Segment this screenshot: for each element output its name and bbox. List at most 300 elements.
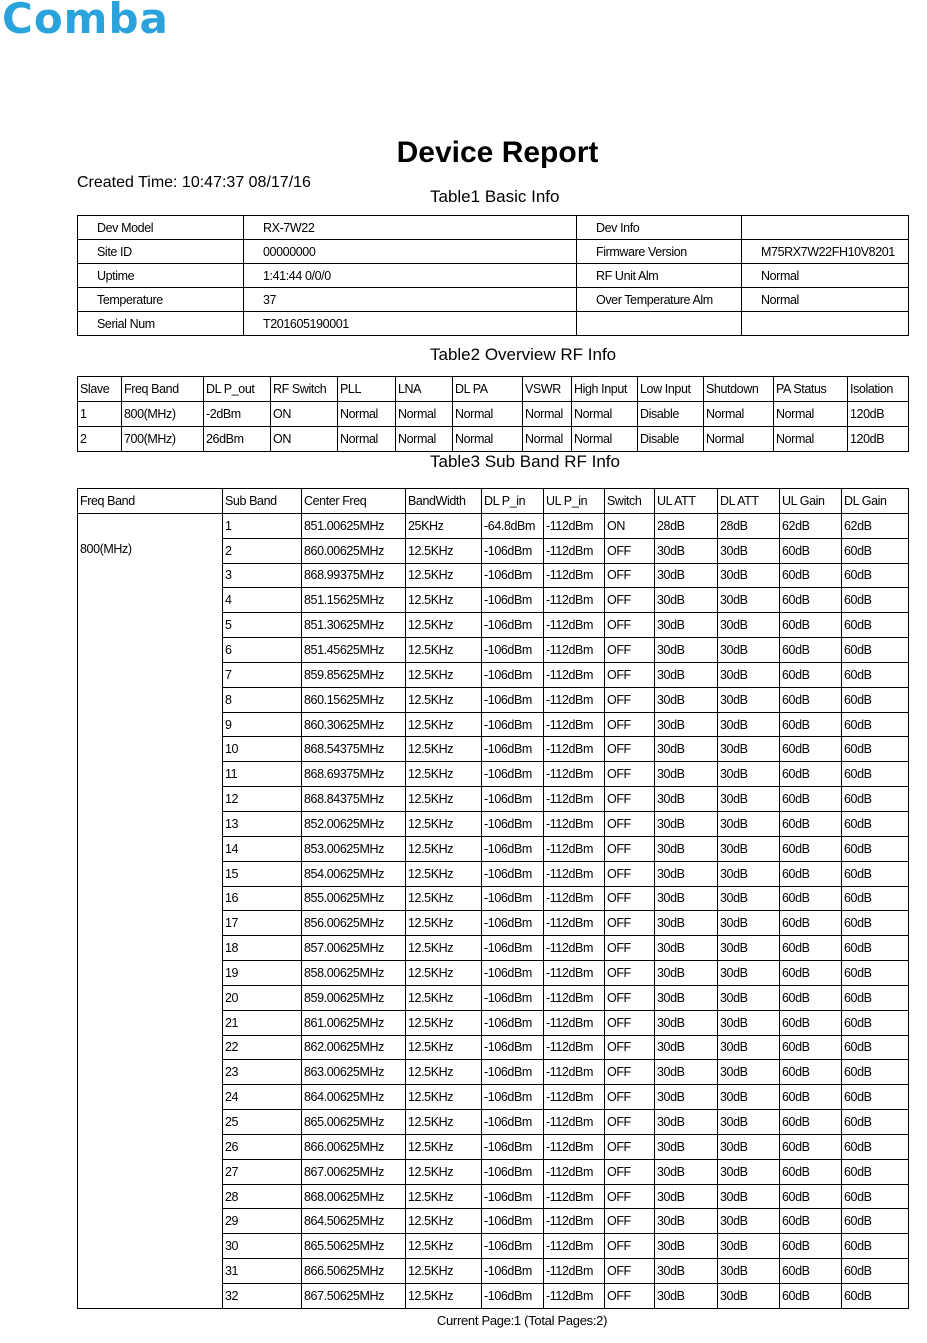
table-cell: 851.45625MHz bbox=[302, 638, 406, 663]
table-cell: 30dB bbox=[718, 1284, 780, 1309]
table-cell: 12.5KHz bbox=[406, 1134, 482, 1159]
table-cell: 868.54375MHz bbox=[302, 737, 406, 762]
table-cell: Normal bbox=[338, 402, 396, 427]
table-cell: Normal bbox=[338, 427, 396, 452]
table-cell: -106dBm bbox=[482, 1284, 544, 1309]
table-cell: 60dB bbox=[842, 1060, 909, 1085]
table-cell: 30dB bbox=[655, 1259, 718, 1284]
table-cell: OFF bbox=[605, 1184, 655, 1209]
table-cell: 30dB bbox=[655, 638, 718, 663]
table-cell: 851.30625MHz bbox=[302, 613, 406, 638]
table-cell: 60dB bbox=[842, 1234, 909, 1259]
table-cell: 12.5KHz bbox=[406, 1085, 482, 1110]
table-cell: 60dB bbox=[780, 613, 842, 638]
table-cell: 856.00625MHz bbox=[302, 911, 406, 936]
column-header: Switch bbox=[605, 489, 655, 514]
table-cell: 12.5KHz bbox=[406, 886, 482, 911]
table-cell: 12.5KHz bbox=[406, 563, 482, 588]
table-cell: 60dB bbox=[780, 861, 842, 886]
table-cell: 29 bbox=[223, 1209, 302, 1234]
table-cell: 60dB bbox=[842, 1209, 909, 1234]
table-cell: 60dB bbox=[780, 811, 842, 836]
table-value-cell: 00000000 bbox=[244, 240, 577, 264]
table-cell: -112dBm bbox=[544, 1209, 605, 1234]
table-cell: OFF bbox=[605, 787, 655, 812]
table-cell: 30dB bbox=[655, 1035, 718, 1060]
table-cell: 60dB bbox=[780, 961, 842, 986]
table-cell: 860.00625MHz bbox=[302, 538, 406, 563]
table-label-cell: Firmware Version bbox=[577, 240, 742, 264]
table-cell: 857.00625MHz bbox=[302, 936, 406, 961]
table-cell: -106dBm bbox=[482, 936, 544, 961]
table-cell: 854.00625MHz bbox=[302, 861, 406, 886]
table-cell: OFF bbox=[605, 1284, 655, 1309]
table-cell: 60dB bbox=[780, 1010, 842, 1035]
table-cell: 865.00625MHz bbox=[302, 1110, 406, 1135]
table-cell: 19 bbox=[223, 961, 302, 986]
table-cell: 30dB bbox=[718, 588, 780, 613]
table-cell: 30dB bbox=[718, 961, 780, 986]
column-header: VSWR bbox=[523, 377, 572, 402]
table-cell: 4 bbox=[223, 588, 302, 613]
table-cell: 12 bbox=[223, 787, 302, 812]
table-cell: 60dB bbox=[842, 588, 909, 613]
table-cell: Normal bbox=[453, 402, 523, 427]
table-cell: 12.5KHz bbox=[406, 861, 482, 886]
table-cell: 60dB bbox=[780, 836, 842, 861]
table-cell: ON bbox=[271, 427, 338, 452]
column-header: High Input bbox=[572, 377, 638, 402]
table-cell: 1 bbox=[223, 513, 302, 538]
table-cell: OFF bbox=[605, 911, 655, 936]
table-cell: 60dB bbox=[842, 1110, 909, 1135]
table-cell: -112dBm bbox=[544, 588, 605, 613]
table-cell: 60dB bbox=[842, 1010, 909, 1035]
table-cell: 60dB bbox=[780, 712, 842, 737]
table-cell: 60dB bbox=[780, 1209, 842, 1234]
table-cell: 12.5KHz bbox=[406, 811, 482, 836]
table-cell: 12.5KHz bbox=[406, 1209, 482, 1234]
table-cell: 6 bbox=[223, 638, 302, 663]
table-cell: 16 bbox=[223, 886, 302, 911]
table-cell: -112dBm bbox=[544, 1234, 605, 1259]
table-cell: Normal bbox=[704, 427, 774, 452]
table-label-cell: Dev Model bbox=[78, 216, 244, 240]
table-cell: 1 bbox=[78, 402, 122, 427]
table-cell: -106dBm bbox=[482, 1184, 544, 1209]
table-cell: Normal bbox=[396, 427, 453, 452]
table-cell: -112dBm bbox=[544, 563, 605, 588]
table-cell: 60dB bbox=[842, 638, 909, 663]
table-cell: 60dB bbox=[842, 1134, 909, 1159]
table-cell: -106dBm bbox=[482, 961, 544, 986]
table-cell: OFF bbox=[605, 985, 655, 1010]
column-header: DL P_out bbox=[204, 377, 271, 402]
table-cell: 859.00625MHz bbox=[302, 985, 406, 1010]
table-cell: 30dB bbox=[718, 985, 780, 1010]
table-cell: 60dB bbox=[780, 911, 842, 936]
table-cell: 30dB bbox=[718, 836, 780, 861]
table-cell: OFF bbox=[605, 811, 655, 836]
table-cell: -106dBm bbox=[482, 1134, 544, 1159]
table-cell: 60dB bbox=[780, 985, 842, 1010]
column-header: LNA bbox=[396, 377, 453, 402]
table-cell: 60dB bbox=[842, 737, 909, 762]
table-cell: 864.00625MHz bbox=[302, 1085, 406, 1110]
column-header: DL Gain bbox=[842, 489, 909, 514]
table-cell: 60dB bbox=[780, 886, 842, 911]
table-row bbox=[78, 402, 909, 427]
table-cell: 30dB bbox=[655, 737, 718, 762]
table-cell: 851.00625MHz bbox=[302, 513, 406, 538]
table-cell: 12.5KHz bbox=[406, 1259, 482, 1284]
table-cell: 867.00625MHz bbox=[302, 1159, 406, 1184]
table-cell: -106dBm bbox=[482, 836, 544, 861]
table-cell: 60dB bbox=[780, 1110, 842, 1135]
table-cell: 30dB bbox=[718, 563, 780, 588]
basic-info-table bbox=[77, 215, 909, 336]
table-cell: 30dB bbox=[655, 538, 718, 563]
table-cell: 12.5KHz bbox=[406, 613, 482, 638]
table-cell: 12.5KHz bbox=[406, 588, 482, 613]
table-cell: 30dB bbox=[718, 687, 780, 712]
table-cell: OFF bbox=[605, 961, 655, 986]
table-cell: 60dB bbox=[780, 638, 842, 663]
column-header: UL Gain bbox=[780, 489, 842, 514]
page-footer: Current Page:1 (Total Pages:2) bbox=[436, 1313, 608, 1328]
table-cell: 26 bbox=[223, 1134, 302, 1159]
table-cell: 22 bbox=[223, 1035, 302, 1060]
table-cell: 30dB bbox=[718, 662, 780, 687]
table-cell: 9 bbox=[223, 712, 302, 737]
table-cell: -112dBm bbox=[544, 1060, 605, 1085]
table-cell: OFF bbox=[605, 638, 655, 663]
table-cell: 30dB bbox=[718, 1259, 780, 1284]
table-cell: 3 bbox=[223, 563, 302, 588]
table-cell: 60dB bbox=[842, 1284, 909, 1309]
table-row bbox=[78, 513, 909, 538]
table-cell: OFF bbox=[605, 588, 655, 613]
table-cell: -106dBm bbox=[482, 886, 544, 911]
table-cell: -106dBm bbox=[482, 563, 544, 588]
table-cell: 30dB bbox=[655, 1060, 718, 1085]
table-cell: 14 bbox=[223, 836, 302, 861]
table-cell: 30dB bbox=[655, 1209, 718, 1234]
table-cell: 18 bbox=[223, 936, 302, 961]
column-header: UL P_in bbox=[544, 489, 605, 514]
table-cell: -112dBm bbox=[544, 662, 605, 687]
table-value-cell bbox=[742, 216, 909, 240]
column-header: DL PA bbox=[453, 377, 523, 402]
table-cell: 30dB bbox=[718, 613, 780, 638]
table-cell: -106dBm bbox=[482, 787, 544, 812]
column-header: Freq Band bbox=[78, 489, 223, 514]
table-cell: -112dBm bbox=[544, 961, 605, 986]
column-header: RF Switch bbox=[271, 377, 338, 402]
table-cell: 866.50625MHz bbox=[302, 1259, 406, 1284]
table-cell: 60dB bbox=[842, 1159, 909, 1184]
table-cell: 60dB bbox=[842, 886, 909, 911]
table-cell: 866.00625MHz bbox=[302, 1134, 406, 1159]
table-cell: 12.5KHz bbox=[406, 911, 482, 936]
table-cell: 30dB bbox=[655, 563, 718, 588]
table-cell: -112dBm bbox=[544, 886, 605, 911]
table-cell: OFF bbox=[605, 1010, 655, 1035]
table-cell: -106dBm bbox=[482, 1060, 544, 1085]
table-cell: -112dBm bbox=[544, 911, 605, 936]
comba-logo: Comba bbox=[2, 0, 169, 43]
table-cell: -112dBm bbox=[544, 613, 605, 638]
table-cell: -106dBm bbox=[482, 712, 544, 737]
table-cell: 30dB bbox=[655, 861, 718, 886]
table-cell: 28 bbox=[223, 1184, 302, 1209]
table-cell: 30dB bbox=[655, 1159, 718, 1184]
table-cell: Normal bbox=[774, 427, 848, 452]
column-header: UL ATT bbox=[655, 489, 718, 514]
table-cell: 120dB bbox=[848, 402, 909, 427]
table-cell: -112dBm bbox=[544, 1134, 605, 1159]
table-cell: -106dBm bbox=[482, 1035, 544, 1060]
table-cell: 20 bbox=[223, 985, 302, 1010]
table-cell: 60dB bbox=[842, 836, 909, 861]
table-cell: -112dBm bbox=[544, 1259, 605, 1284]
table-cell: 12.5KHz bbox=[406, 1234, 482, 1259]
table-label-cell: RF Unit Alm bbox=[577, 264, 742, 288]
table-label-cell: Temperature bbox=[78, 288, 244, 312]
table-cell: 12.5KHz bbox=[406, 687, 482, 712]
table-cell: 30 bbox=[223, 1234, 302, 1259]
table-cell: 30dB bbox=[655, 985, 718, 1010]
table-cell: 60dB bbox=[842, 1259, 909, 1284]
table-cell: 62dB bbox=[780, 513, 842, 538]
table-cell: 60dB bbox=[842, 762, 909, 787]
table-cell: 25 bbox=[223, 1110, 302, 1135]
table-cell: 12.5KHz bbox=[406, 1159, 482, 1184]
table-cell: 60dB bbox=[842, 687, 909, 712]
table-cell: -112dBm bbox=[544, 1035, 605, 1060]
table-cell: -106dBm bbox=[482, 1234, 544, 1259]
table-cell: 28dB bbox=[718, 513, 780, 538]
table-cell: OFF bbox=[605, 1134, 655, 1159]
table-cell: -112dBm bbox=[544, 1010, 605, 1035]
table-cell: 30dB bbox=[655, 662, 718, 687]
table-row bbox=[78, 312, 909, 336]
table-cell: 30dB bbox=[655, 762, 718, 787]
table-cell: OFF bbox=[605, 1110, 655, 1135]
table-cell: 60dB bbox=[780, 1184, 842, 1209]
table-cell: -106dBm bbox=[482, 588, 544, 613]
table-cell: -106dBm bbox=[482, 1110, 544, 1135]
table-cell: OFF bbox=[605, 662, 655, 687]
table-cell: 27 bbox=[223, 1159, 302, 1184]
table-cell: 30dB bbox=[655, 1110, 718, 1135]
table-value-cell: T201605190001 bbox=[244, 312, 577, 336]
table-cell: 10 bbox=[223, 737, 302, 762]
table-cell: 12.5KHz bbox=[406, 985, 482, 1010]
table-cell: OFF bbox=[605, 712, 655, 737]
table-cell: -106dBm bbox=[482, 1259, 544, 1284]
table-cell: -112dBm bbox=[544, 1184, 605, 1209]
table-cell: 30dB bbox=[718, 861, 780, 886]
table-cell: 30dB bbox=[718, 1110, 780, 1135]
table-cell: -106dBm bbox=[482, 861, 544, 886]
table-cell: 60dB bbox=[780, 1234, 842, 1259]
table-cell: 30dB bbox=[718, 1060, 780, 1085]
table-value-cell: RX-7W22 bbox=[244, 216, 577, 240]
overview-rf-table bbox=[77, 376, 909, 452]
table-cell: 30dB bbox=[718, 1159, 780, 1184]
table-cell: -112dBm bbox=[544, 985, 605, 1010]
table-cell: 60dB bbox=[780, 1259, 842, 1284]
table-label-cell: Site ID bbox=[78, 240, 244, 264]
table-cell: 30dB bbox=[655, 936, 718, 961]
table-cell: 859.85625MHz bbox=[302, 662, 406, 687]
table-cell: 30dB bbox=[718, 1035, 780, 1060]
created-time: Created Time: 10:47:37 08/17/16 bbox=[77, 174, 311, 191]
table-cell: 862.00625MHz bbox=[302, 1035, 406, 1060]
table-cell: 30dB bbox=[655, 613, 718, 638]
table-cell: 12.5KHz bbox=[406, 737, 482, 762]
table-cell: 60dB bbox=[842, 538, 909, 563]
table-value-cell: 1:41:44 0/0/0 bbox=[244, 264, 577, 288]
table-cell: 30dB bbox=[655, 1284, 718, 1309]
table-cell: Disable bbox=[638, 402, 704, 427]
table-cell: -112dBm bbox=[544, 1159, 605, 1184]
table-cell: -112dBm bbox=[544, 861, 605, 886]
table-cell: 60dB bbox=[842, 861, 909, 886]
table-cell: OFF bbox=[605, 762, 655, 787]
table-cell: 7 bbox=[223, 662, 302, 687]
table-cell: 12.5KHz bbox=[406, 662, 482, 687]
column-header: Shutdown bbox=[704, 377, 774, 402]
table-cell: OFF bbox=[605, 737, 655, 762]
table-cell: 861.00625MHz bbox=[302, 1010, 406, 1035]
table-cell: 30dB bbox=[718, 638, 780, 663]
table-cell: 868.69375MHz bbox=[302, 762, 406, 787]
table-cell: 30dB bbox=[718, 762, 780, 787]
table-cell: -106dBm bbox=[482, 687, 544, 712]
table-cell: -106dBm bbox=[482, 1209, 544, 1234]
table-cell: 12.5KHz bbox=[406, 961, 482, 986]
table-cell: 11 bbox=[223, 762, 302, 787]
table-cell: -106dBm bbox=[482, 985, 544, 1010]
table-cell: -112dBm bbox=[544, 1110, 605, 1135]
table-label-cell: Serial Num bbox=[78, 312, 244, 336]
column-header: PA Status bbox=[774, 377, 848, 402]
table-cell: 30dB bbox=[718, 1184, 780, 1209]
table-cell: 30dB bbox=[655, 811, 718, 836]
table-cell: 700(MHz) bbox=[122, 427, 204, 452]
page-title: Device Report bbox=[396, 136, 599, 169]
table-cell: 60dB bbox=[842, 1184, 909, 1209]
column-header: DL ATT bbox=[718, 489, 780, 514]
table-cell: 60dB bbox=[842, 613, 909, 638]
table-cell: 30dB bbox=[655, 836, 718, 861]
table-cell: 30dB bbox=[655, 1184, 718, 1209]
table-cell: -2dBm bbox=[204, 402, 271, 427]
table-value-cell: Normal bbox=[742, 288, 909, 312]
table-cell: ON bbox=[271, 402, 338, 427]
table-cell: 30dB bbox=[718, 1085, 780, 1110]
table-cell: ON bbox=[605, 513, 655, 538]
table1-caption: Table1 Basic Info bbox=[430, 187, 560, 206]
table-cell: 5 bbox=[223, 613, 302, 638]
table-cell: -112dBm bbox=[544, 811, 605, 836]
table-value-cell: Normal bbox=[742, 264, 909, 288]
table-cell: 60dB bbox=[842, 787, 909, 812]
table-cell: 30dB bbox=[718, 911, 780, 936]
table-cell: 800(MHz) bbox=[122, 402, 204, 427]
table-cell: 60dB bbox=[842, 985, 909, 1010]
table-cell: 12.5KHz bbox=[406, 936, 482, 961]
table-cell: 863.00625MHz bbox=[302, 1060, 406, 1085]
table-value-cell: M75RX7W22FH10V8201 bbox=[742, 240, 909, 264]
table-cell: -112dBm bbox=[544, 513, 605, 538]
table-cell: 30dB bbox=[718, 737, 780, 762]
table-cell: 24 bbox=[223, 1085, 302, 1110]
column-header: Center Freq bbox=[302, 489, 406, 514]
table-cell: 12.5KHz bbox=[406, 1010, 482, 1035]
table-cell: 864.50625MHz bbox=[302, 1209, 406, 1234]
table-cell: 17 bbox=[223, 911, 302, 936]
table-cell: OFF bbox=[605, 1085, 655, 1110]
table-cell: 60dB bbox=[780, 662, 842, 687]
table-cell: 60dB bbox=[780, 588, 842, 613]
table-cell: -112dBm bbox=[544, 638, 605, 663]
table-cell: 60dB bbox=[842, 811, 909, 836]
table-cell: 860.15625MHz bbox=[302, 687, 406, 712]
table-value-cell: 37 bbox=[244, 288, 577, 312]
table-cell: Normal bbox=[523, 427, 572, 452]
table-cell: 12.5KHz bbox=[406, 1110, 482, 1135]
table-cell: -112dBm bbox=[544, 762, 605, 787]
column-header: BandWidth bbox=[406, 489, 482, 514]
table-cell: -106dBm bbox=[482, 911, 544, 936]
table-cell: 60dB bbox=[780, 737, 842, 762]
table-cell: 30dB bbox=[655, 886, 718, 911]
table-cell: 30dB bbox=[655, 961, 718, 986]
table-cell: 860.30625MHz bbox=[302, 712, 406, 737]
table-cell: 855.00625MHz bbox=[302, 886, 406, 911]
table-cell: 60dB bbox=[780, 1159, 842, 1184]
table-cell: 30dB bbox=[655, 1085, 718, 1110]
table-cell: 60dB bbox=[842, 662, 909, 687]
column-header: Sub Band bbox=[223, 489, 302, 514]
table-cell: OFF bbox=[605, 1159, 655, 1184]
table-cell: OFF bbox=[605, 563, 655, 588]
table-cell: 60dB bbox=[780, 563, 842, 588]
table-cell: -64.8dBm bbox=[482, 513, 544, 538]
table-cell: 25KHz bbox=[406, 513, 482, 538]
table-cell: 12.5KHz bbox=[406, 1284, 482, 1309]
table-cell: 60dB bbox=[842, 1085, 909, 1110]
table-cell: OFF bbox=[605, 687, 655, 712]
column-header: Freq Band bbox=[122, 377, 204, 402]
sub-band-rf-table bbox=[77, 488, 909, 1309]
table-cell: 60dB bbox=[780, 1035, 842, 1060]
table-cell: OFF bbox=[605, 1060, 655, 1085]
table-cell: 28dB bbox=[655, 513, 718, 538]
table-cell: -106dBm bbox=[482, 737, 544, 762]
table-cell: -112dBm bbox=[544, 787, 605, 812]
table-cell: Normal bbox=[453, 427, 523, 452]
table-cell: 60dB bbox=[780, 1284, 842, 1309]
table-cell: -106dBm bbox=[482, 1085, 544, 1110]
table-cell: 30dB bbox=[655, 1234, 718, 1259]
freq-band-cell: 800(MHz) bbox=[78, 513, 223, 1308]
table-cell: 23 bbox=[223, 1060, 302, 1085]
table-label-cell: Uptime bbox=[78, 264, 244, 288]
